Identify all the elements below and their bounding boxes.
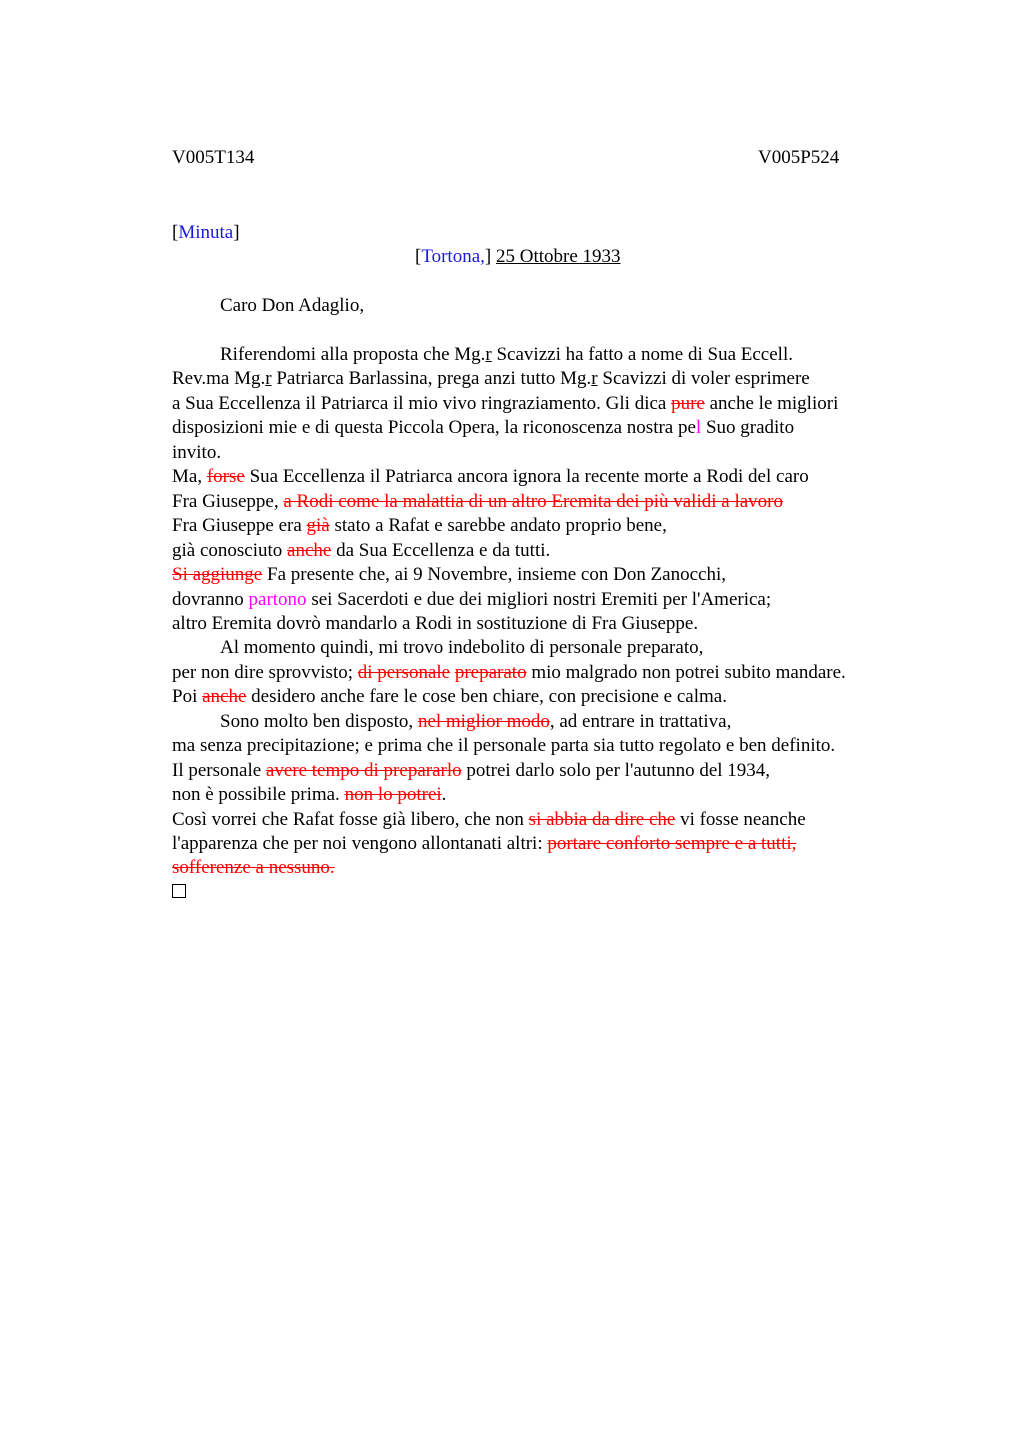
deletion: pure <box>671 393 705 414</box>
text-line: Il personale avere tempo di prepararlo potrei darlo solo per l'autunno del 1934, <box>172 760 771 781</box>
deletion: già <box>306 515 330 536</box>
deletion: preparato <box>454 662 527 683</box>
deletion: anche <box>287 540 332 561</box>
editorial-note: Minuta <box>178 222 234 243</box>
text-line: dovranno partono sei Sacerdoti e due dei migliori nostri Eremiti per l'America; <box>172 589 772 610</box>
deletion: non lo potrei <box>344 784 442 805</box>
archive-code-left: V005T134 <box>172 147 255 168</box>
deletion: nel miglior modo <box>417 711 550 732</box>
text-line: Al momento quindi, mi trovo indebolito di personale preparato, <box>220 637 704 658</box>
deletion: portare conforto sempre e a tutti, <box>547 833 797 854</box>
end-mark <box>172 882 186 904</box>
dateline: [Tortona,] 25 Ottobre 1933 <box>415 246 621 267</box>
deletion: si abbia da dire che <box>528 809 676 830</box>
text-line: Riferendomi alla proposta che Mg.r Scavizzi ha fatto a nome di Sua Eccell. <box>220 344 793 365</box>
place-editorial: Tortona, <box>421 246 485 267</box>
text-line: a Sua Eccellenza il Patriarca il mio vivo ringraziamento. Gli dica pure anche le migliori <box>172 393 839 414</box>
text-line: Rev.ma Mg.r Patriarca Barlassina, prega anzi tutto Mg.r Scavizzi di voler esprimere <box>172 368 810 389</box>
text-line: Poi anche desidero anche fare le cose ben chiare, con precisione e calma. <box>172 686 727 707</box>
text-line: altro Eremita dovrò mandarlo a Rodi in sostituzione di Fra Giuseppe. <box>172 613 699 634</box>
deletion: a Rodi come la malattia di un altro Eremita dei più validi a lavoro <box>283 491 783 512</box>
deletion: avere tempo di prepararlo <box>265 760 462 781</box>
text-line: Si aggiunge Fa presente che, ai 9 Novembre, insieme con Don Zanocchi, <box>172 564 727 585</box>
text-line <box>172 857 335 879</box>
letter-date: 25 Ottobre 1933 <box>495 246 621 267</box>
text-line: non è possibile prima. non lo potrei. <box>172 784 447 805</box>
deletion: forse <box>206 466 245 487</box>
text-line: disposizioni mie e di questa Piccola Opera, la riconoscenza nostra pel Suo gradito <box>172 417 795 438</box>
text-line: l'apparenza che per noi vengono allontanati altri: portare conforto sempre e a tutti, <box>172 833 797 854</box>
deletion: anche <box>202 686 247 707</box>
deletion: Si aggiunge <box>172 564 263 585</box>
insertion: partono <box>248 589 307 610</box>
text-line: Così vorrei che Rafat fosse già libero, che non si abbia da dire che vi fosse neanche <box>172 809 806 830</box>
text-line: Sono molto ben disposto, nel miglior modo, ad entrare in trattativa, <box>220 711 732 732</box>
deletion: sofferenze a nessuno. <box>172 857 335 878</box>
text-line: invito. <box>172 442 222 463</box>
text-line: Ma, forse Sua Eccellenza il Patriarca ancora ignora la recente morte a Rodi del caro <box>172 466 809 487</box>
archive-code-right: V005P524 <box>758 147 840 168</box>
salutation: Caro Don Adaglio, <box>220 295 365 316</box>
insertion: l <box>695 417 702 438</box>
deletion: di personale <box>357 662 451 683</box>
text-line: ma senza precipitazione; e prima che il personale parta sia tutto regolato e ben definito. <box>172 735 836 756</box>
text-line: Fra Giuseppe, a Rodi come la malattia di un altro Eremita dei più validi a lavoro <box>172 491 783 512</box>
text-line: per non dire sprovvisto; di personale preparato mio malgrado non potrei subito mandare. <box>172 662 846 683</box>
text-line: Fra Giuseppe era già stato a Rafat e sarebbe andato proprio bene, <box>172 515 667 536</box>
minuta-label: [Minuta] <box>172 222 240 243</box>
text-line: già conosciuto anche da Sua Eccellenza e da tutti. <box>172 540 551 561</box>
square-outline-icon <box>172 884 186 898</box>
